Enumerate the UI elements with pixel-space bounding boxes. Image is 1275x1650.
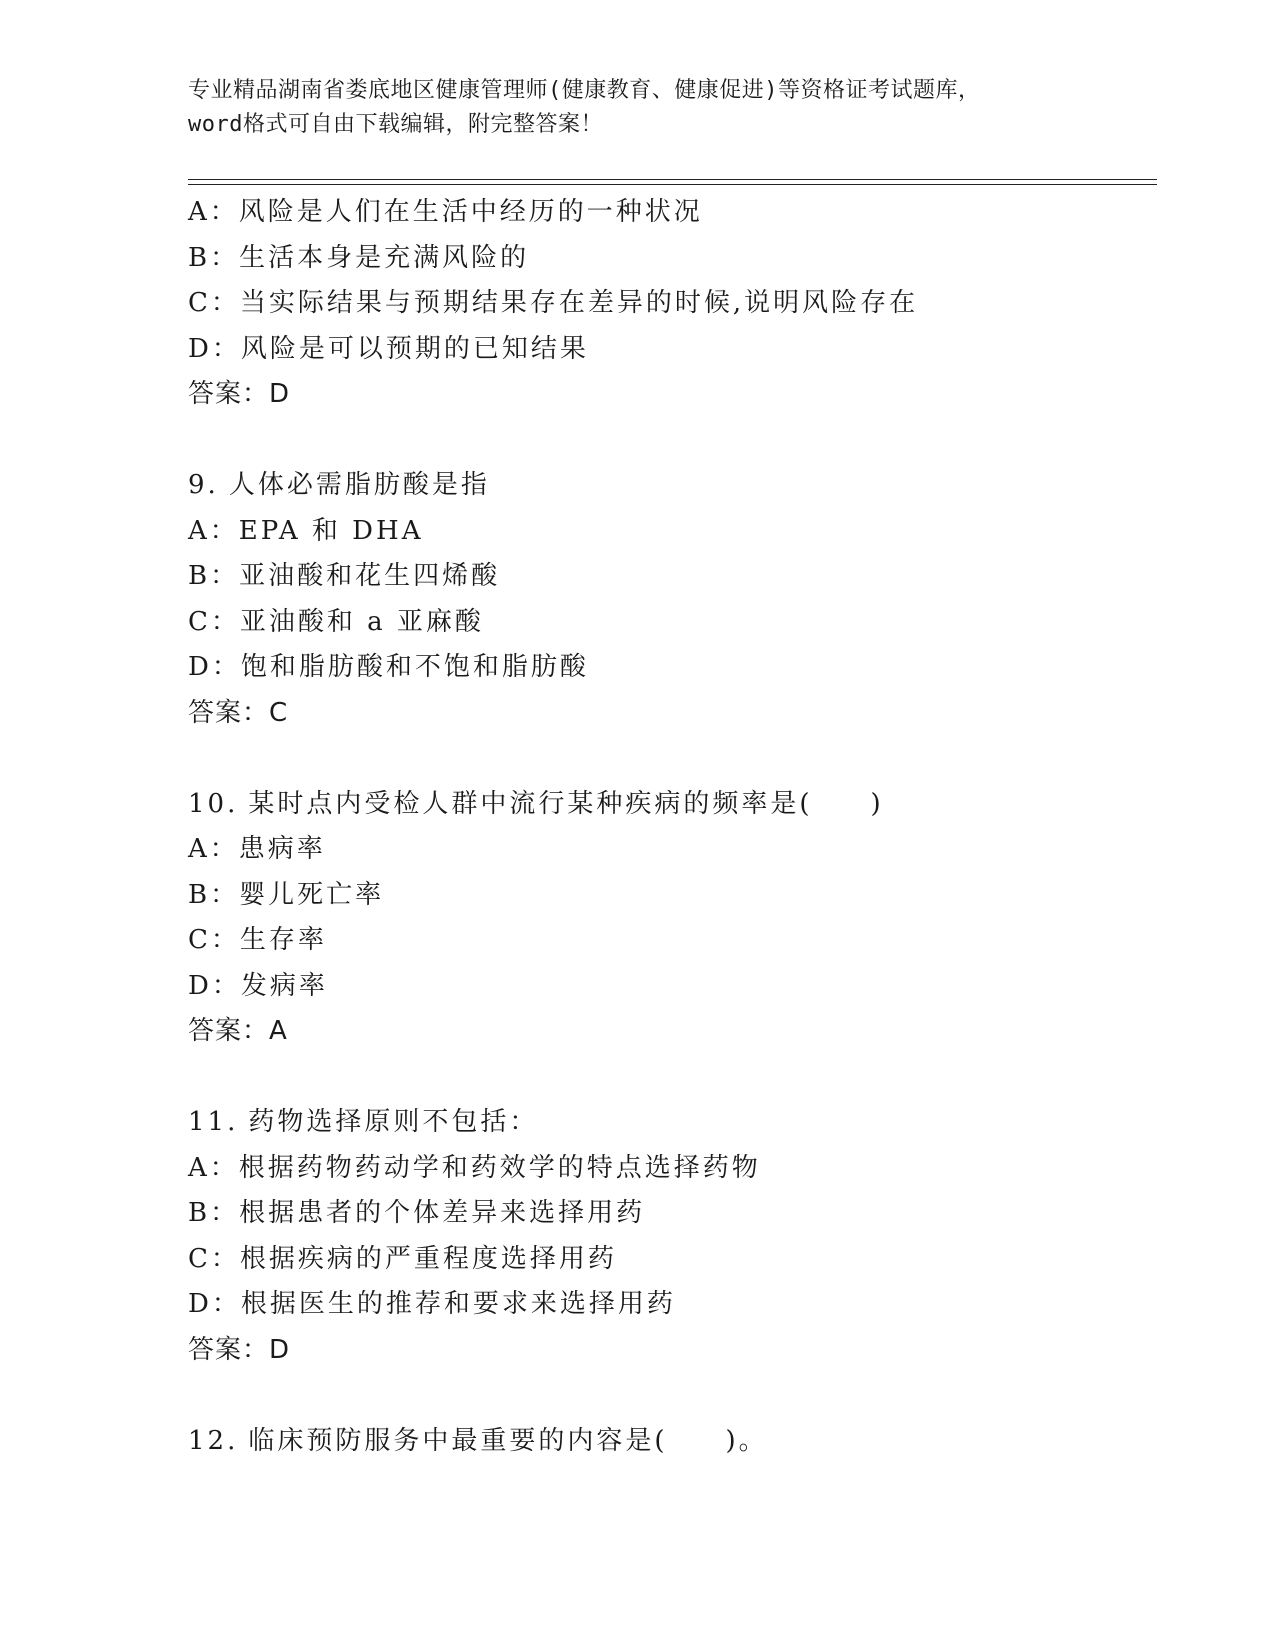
option-c: C：亚油酸和 a 亚麻酸 — [188, 606, 484, 637]
option-d: D：饱和脂肪酸和不饱和脂肪酸 — [188, 652, 589, 682]
answer: 答案：A — [188, 1016, 288, 1046]
question-stem — [188, 1419, 1157, 1465]
option-a: A：风险是人们在生活中经历的一种状况 — [188, 197, 703, 227]
option-b: B：根据患者的个体差异来选择用药 — [188, 1198, 646, 1228]
option-b: B：生活本身是充满风险的 — [188, 242, 530, 273]
document-header — [188, 74, 1088, 142]
header-line-2: word格式可自由下载编辑，附完整答案！ — [188, 112, 603, 137]
question-text: 人体必需脂肪酸是指 — [228, 470, 490, 500]
question-list — [188, 190, 1157, 1464]
option-c: C：当实际结果与预期结果存在差异的时候,说明风险存在 — [188, 288, 919, 318]
option-d: D：发病率 — [188, 970, 328, 1001]
question-11 — [188, 1100, 1157, 1373]
option-b: B：婴儿死亡率 — [188, 879, 385, 910]
question-stem — [188, 782, 1157, 828]
option-c: C：生存率 — [188, 925, 327, 955]
question-number: 10. — [188, 788, 239, 819]
option-a: A：EPA 和 DHA — [188, 515, 424, 546]
header-line-1: 专业精品湖南省娄底地区健康管理师(健康教育、健康促进)等资格证考试题库， — [188, 78, 981, 103]
question-text: 临床预防服务中最重要的内容是( )。 — [248, 1425, 768, 1456]
question-12 — [188, 1419, 1157, 1465]
header-divider-bottom — [188, 184, 1157, 185]
question-8 — [188, 190, 1157, 418]
option-b: B：亚油酸和花生四烯酸 — [188, 561, 501, 591]
header-divider-top — [188, 179, 1157, 180]
question-9 — [188, 463, 1157, 736]
question-stem — [188, 463, 1157, 509]
question-text: 药物选择原则不包括： — [248, 1107, 539, 1137]
answer: 答案：C — [188, 697, 289, 728]
option-c: C：根据疾病的严重程度选择用药 — [188, 1243, 617, 1274]
option-d: D：根据医生的推荐和要求来选择用药 — [188, 1289, 676, 1319]
question-text: 某时点内受检人群中流行某种疾病的频率是( ) — [248, 788, 884, 819]
question-stem — [188, 1100, 1157, 1146]
answer: 答案：D — [188, 1334, 291, 1365]
option-a: A：根据药物药动学和药效学的特点选择药物 — [188, 1152, 761, 1183]
question-number: 11. — [188, 1107, 239, 1137]
question-number: 9. — [188, 470, 219, 500]
question-number: 12. — [188, 1425, 239, 1456]
question-10 — [188, 782, 1157, 1055]
answer: 答案：D — [188, 379, 291, 409]
option-a: A：患病率 — [188, 834, 326, 864]
option-d: D：风险是可以预期的已知结果 — [188, 333, 589, 364]
